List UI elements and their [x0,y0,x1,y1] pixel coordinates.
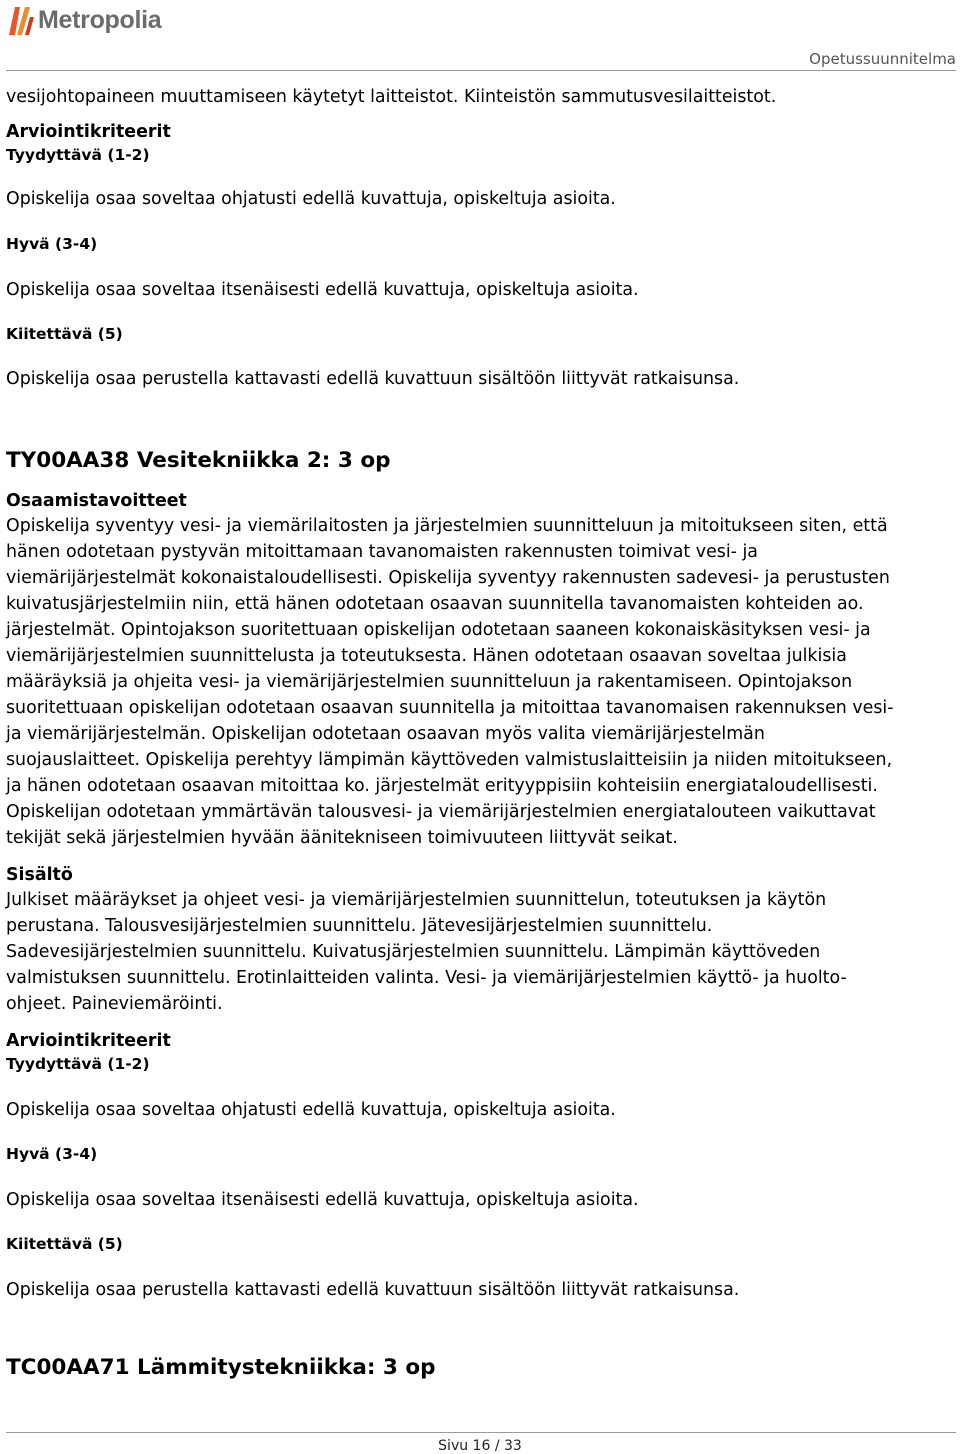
text-line: Opiskelijan odotetaan ymmärtävän talousvesi- ja viemärijärjestelmien energiatalouteen vaikuttavat [6,802,876,822]
grade-label: Hyvä (3-4) [6,1145,98,1163]
grade-label: Tyydyttävä (1-2) [6,1055,150,1073]
text-line: perustana. Talousvesijärjestelmien suunnittelu. Jätevesijärjestelmien suunnittelu. [6,916,713,936]
grade-description: Opiskelija osaa perustella kattavasti edellä kuvattuun sisältöön liittyvät ratkaisunsa. [6,1280,740,1300]
text-line: kuivatusjärjestelmiin niin, että hänen odotetaan osaavan suunnitella tavanomaisten kohteiden ao. [6,594,864,614]
criteria-heading: Arviointikriteerit [6,1031,171,1051]
grade-description: Opiskelija osaa soveltaa ohjatusti edellä kuvattuja, opiskeltuja asioita. [6,1100,616,1120]
text-line: Sadevesijärjestelmien suunnittelu. Kuivatusjärjestelmien suunnittelu. Lämpimän käyttöveden [6,942,821,962]
text-line: ja hänen odotetaan osaavan mitoittaa ko. järjestelmät erityyppisiin kohteisiin energiataloudellisesti. [6,776,878,796]
next-course-title: TC00AA71 Lämmitystekniikka: 3 op [6,1355,436,1380]
page-number: Sivu 16 / 33 [438,1438,522,1454]
text-line: hänen odotetaan pystyvän mitoittamaan tavanomaisten rakennusten toimivat vesi- ja [6,542,758,562]
text-line: järjestelmät. Opintojakson suoritettuaan opiskelijan odotetaan saaneen kokonaiskäsityksen vesi- ja [6,620,871,640]
grade-label: Tyydyttävä (1-2) [6,146,150,164]
metropolia-logo [6,2,161,38]
objectives-text [6,513,956,851]
grade-label: Kiitettävä (5) [6,325,123,343]
grade-description: Opiskelija osaa soveltaa itsenäisesti edellä kuvattuja, opiskeltuja asioita. [6,1190,639,1210]
text-line: ja viemärijärjestelmän. Opiskelijan odotetaan osaavan myös valita viemärijärjestelmän [6,724,765,744]
text-line: suoritettuaan opiskelijan odotetaan osaavan suunnitella ja mitoittaa tavanomaisen rakennuksen vesi- [6,698,894,718]
grade-label: Hyvä (3-4) [6,235,98,253]
logo-text: Metropolia [38,5,162,34]
content-text [6,887,956,1017]
grade-description: Opiskelija osaa perustella kattavasti edellä kuvattuun sisältöön liittyvät ratkaisunsa. [6,369,740,389]
content-heading: Sisältö [6,865,73,885]
text-line: viemärijärjestelmien suunnittelusta ja toteutuksesta. Hänen odotetaan osaavan soveltaa julkisia [6,646,847,666]
text-line: ohjeet. Paineviemäröinti. [6,994,223,1014]
header-divider [6,70,956,71]
text-line: suojauslaitteet. Opiskelija perehtyy lämpimän käyttöveden valmistuslaitteisiin ja niiden mitoitukseen, [6,750,893,770]
text-line: valmistuksen suunnittelu. Erotinlaitteiden valinta. Vesi- ja viemärijärjestelmien käyttö- ja huolto- [6,968,847,988]
objectives-heading: Osaamistavoitteet [6,491,187,511]
grade-description: Opiskelija osaa soveltaa ohjatusti edellä kuvattuja, opiskeltuja asioita. [6,189,616,209]
grade-label: Kiitettävä (5) [6,1235,123,1253]
grade-description: Opiskelija osaa soveltaa itsenäisesti edellä kuvattuja, opiskeltuja asioita. [6,280,639,300]
previous-course-content-tail: vesijohtopaineen muuttamiseen käytetyt laitteistot. Kiinteistön sammutusvesilaitteistot. [6,87,777,107]
text-line: viemärijärjestelmät kokonaistaloudellisesti. Opiskelija syventyy rakennusten sadevesi- ja perustusten [6,568,890,588]
text-line: Opiskelija syventyy vesi- ja viemärilaitosten ja järjestelmien suunnitteluun ja mitoitukseen siten, että [6,516,888,536]
metropolia-logo-icon [6,3,36,37]
footer-divider [6,1432,956,1433]
document-type: Opetussuunnitelma [809,50,956,68]
page-content [6,84,956,1383]
course-title: TY00AA38 Vesitekniikka 2: 3 op [6,448,391,473]
text-line: Julkiset määräykset ja ohjeet vesi- ja viemärijärjestelmien suunnittelun, toteutuksen ja käytön [6,890,827,910]
text-line: tekijät sekä järjestelmien hyvään äänitekniseen toimivuuteen liittyvät seikat. [6,828,678,848]
text-line: määräyksiä ja ohjeita vesi- ja viemärijärjestelmien suunnitteluun ja rakentamiseen. Opintojakson [6,672,853,692]
criteria-heading: Arviointikriteerit [6,122,171,142]
